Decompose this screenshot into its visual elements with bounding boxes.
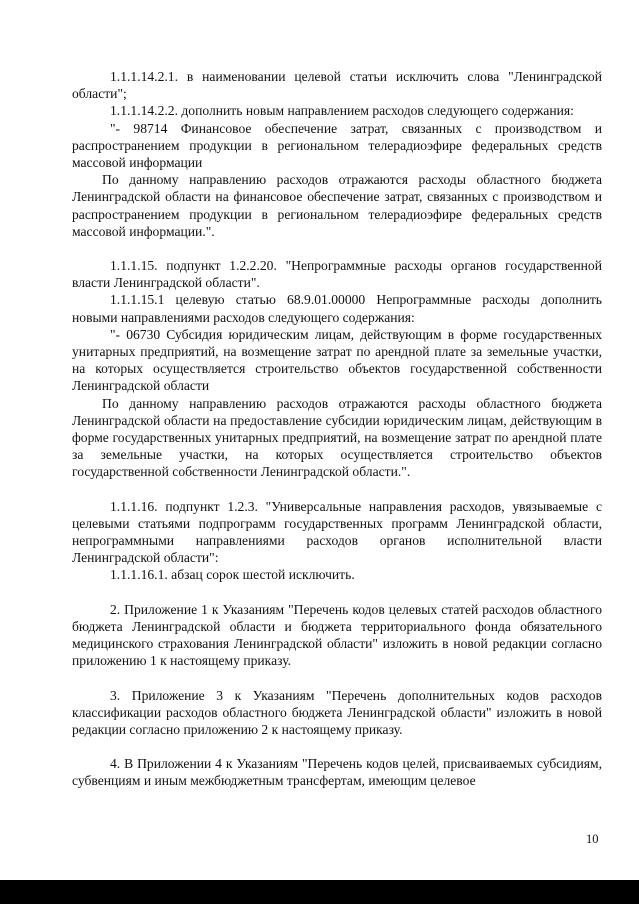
- scan-border-bar: [0, 880, 639, 904]
- paragraph-06730-description: По данному направлению расходов отражаются расходы областного бюджета Ленинградской области на предоставление субсидии юридическим лицам, действующим в форме государственных унитарных предприятий, на возмещение затрат по арендной плате за земельные участки, на которых осуществляется строительство объектов государственной собственности Ленинградской области.".: [72, 395, 602, 480]
- paragraph-1-1-1-15: 1.1.1.15. подпункт 1.2.2.20. "Непрограммные расходы органов государственной власти Ленинградской области".: [72, 258, 602, 291]
- paragraph-1-1-1-14-2-2: 1.1.1.14.2.2. дополнить новым направлением расходов следующего содержания:: [110, 103, 574, 119]
- spacer: [72, 240, 602, 257]
- paragraph-1-1-1-15-1: 1.1.1.15.1 целевую статью 68.9.01.00000 Непрограммные расходы дополнить новыми направлениями расходов следующего содержания:: [72, 292, 602, 325]
- paragraph-1-1-1-16: 1.1.1.16. подпункт 1.2.3. "Универсальные направления расходов, увязываемые с целевыми статьями подпрограмм государственных программ Ленинградской области, непрограммными направлениями расходов органов исполнительной власти Ленинградской области":: [72, 498, 602, 566]
- paragraph-item-4: 4. В Приложении 4 к Указаниям "Перечень кодов целей, присваиваемых субсидиям, субвенциям и иным межбюджетным трансфертам, имеющим целевое: [72, 756, 602, 789]
- paragraph-1-1-1-14-2-1: 1.1.1.14.2.1. в наименовании целевой статьи исключить слова "Ленинградской области";: [72, 69, 602, 102]
- page-number: 10: [586, 832, 599, 846]
- paragraph-item-2: 2. Приложение 1 к Указаниям "Перечень кодов целевых статей расходов областного бюджета Ленинградской области и бюджета территориального фонда обязательного медицинского страхования Ленинградской области" изложить в новой редакции согласно приложению 1 к настоящему приказу.: [72, 601, 602, 669]
- paragraph-item-3: 3. Приложение 3 к Указаниям "Перечень дополнительных кодов расходов классификации расходов областного бюджета Ленинградской области" изложить в новой редакции согласно приложению 2 к настоящему приказу.: [72, 687, 602, 737]
- document-body: [72, 68, 602, 790]
- paragraph-1-1-1-16-1: 1.1.1.16.1. абзац сорок шестой исключить.: [110, 567, 355, 583]
- spacer: [72, 670, 602, 687]
- paragraph-quote-06730: "- 06730 Субсидия юридическим лицам, действующим в форме государственных унитарных предприятий, на возмещение затрат по арендной плате за земельные участки, на которых осуществляется строительство объектов государственной собственности Ленинградской области: [72, 326, 602, 394]
- paragraph-98714-description: По данному направлению расходов отражаются расходы областного бюджета Ленинградской области на финансовое обеспечение затрат, связанных с производством и распространением продукции в региональном телерадиоэфире федеральных средств массовой информации.".: [72, 172, 602, 239]
- spacer: [72, 481, 602, 498]
- spacer: [72, 584, 602, 601]
- spacer: [72, 738, 602, 755]
- paragraph-quote-98714: "- 98714 Финансовое обеспечение затрат, связанных с производством и распространением продукции в региональном телерадиоэфире федеральных средств массовой информации: [72, 120, 602, 171]
